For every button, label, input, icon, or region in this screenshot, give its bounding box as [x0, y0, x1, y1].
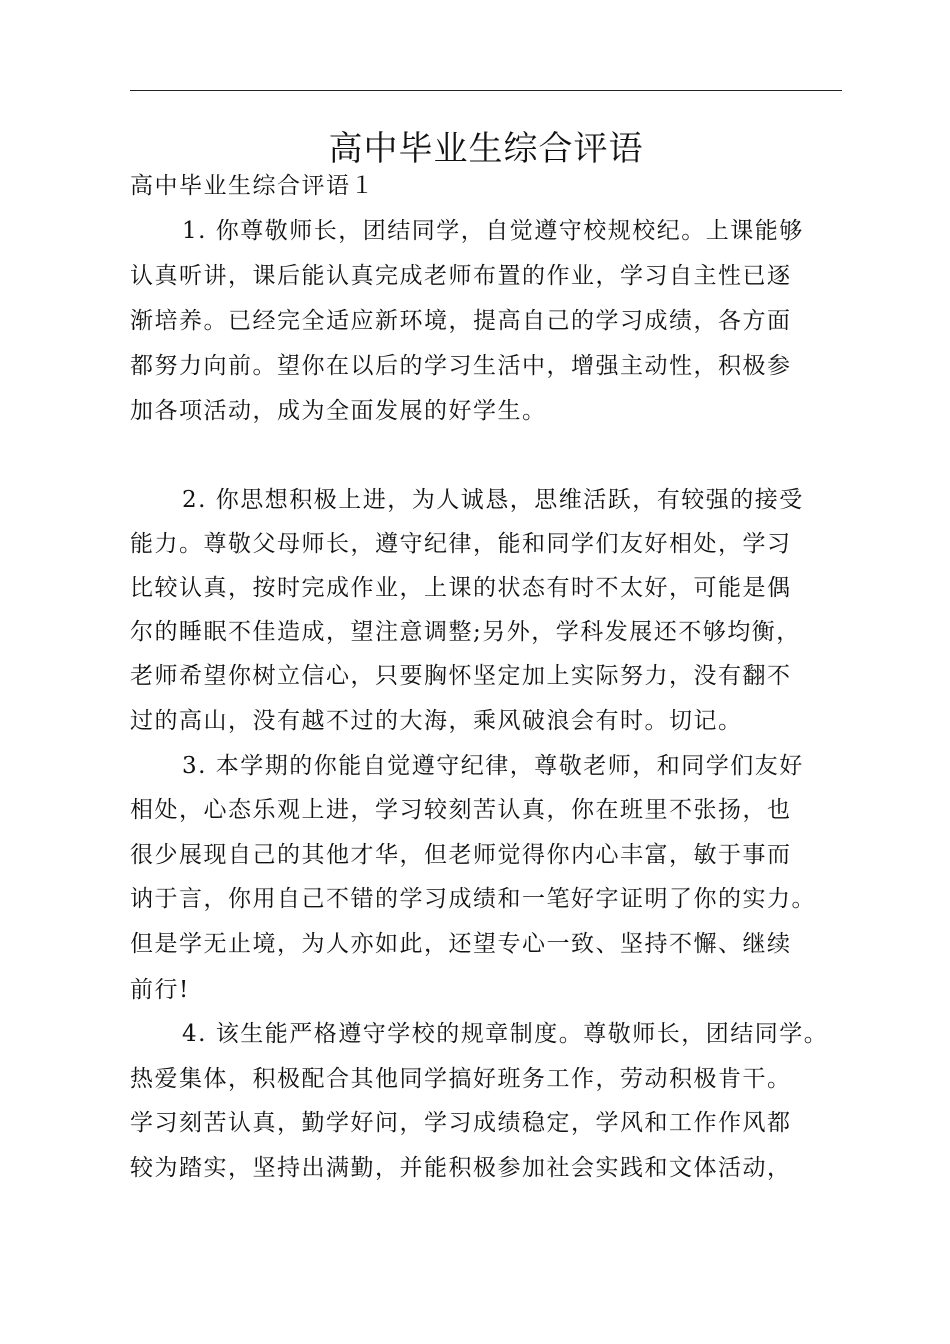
- paragraph-line: 3. 本学期的你能自觉遵守纪律，尊敬老师，和同学们友好: [182, 753, 804, 779]
- paragraph-line: 热爱集体，积极配合其他同学搞好班务工作，劳动积极肯干。: [130, 1066, 792, 1092]
- paragraph-line: 尔的睡眠不佳造成，望注意调整;另外，学科发展还不够均衡，: [130, 619, 801, 645]
- document-subtitle: 高中毕业生综合评语１: [130, 173, 375, 199]
- paragraph-line: 讷于言，你用自己不错的学习成绩和一笔好字证明了你的实力。: [130, 886, 816, 912]
- paragraph-line: 很少展现自己的其他才华，但老师觉得你内心丰富，敏于事而: [130, 842, 792, 868]
- header-rule: [130, 90, 842, 91]
- paragraph-line: 较为踏实，坚持出满勤，并能积极参加社会实践和文体活动，: [130, 1155, 792, 1181]
- paragraph-line: 老师希望你树立信心，只要胸怀坚定加上实际努力，没有翻不: [130, 663, 792, 689]
- paragraph-line: 学习刻苦认真，勤学好问，学习成绩稳定，学风和工作作风都: [130, 1110, 792, 1136]
- document-title: 高中毕业生综合评语: [328, 128, 644, 169]
- paragraph-line: 能力。尊敬父母师长，遵守纪律，能和同学们友好相处，学习: [130, 531, 792, 557]
- paragraph-line: 渐培养。已经完全适应新环境，提高自己的学习成绩，各方面: [130, 308, 792, 334]
- paragraph-line: 过的高山，没有越不过的大海，乘风破浪会有时。切记。: [130, 708, 743, 734]
- paragraph-line: 2. 你思想积极上进，为人诚恳，思维活跃，有较强的接受: [182, 487, 804, 513]
- paragraph-line: 前行!: [130, 977, 190, 1003]
- paragraph-line: 相处，心态乐观上进，学习较刻苦认真，你在班里不张扬，也: [130, 797, 792, 823]
- paragraph-line: 认真听讲，课后能认真完成老师布置的作业，学习自主性已逐: [130, 263, 792, 289]
- paragraph-line: 都努力向前。望你在以后的学习生活中，增强主动性，积极参: [130, 353, 792, 379]
- paragraph-line: 加各项活动，成为全面发展的好学生。: [130, 398, 547, 424]
- paragraph-line: 1. 你尊敬师长，团结同学，自觉遵守校规校纪。上课能够: [182, 218, 804, 244]
- paragraph-line: 比较认真，按时完成作业，上课的状态有时不太好，可能是偶: [130, 575, 792, 601]
- paragraph-line: 4. 该生能严格遵守学校的规章制度。尊敬师长，团结同学。: [182, 1021, 829, 1047]
- paragraph-line: 但是学无止境，为人亦如此，还望专心一致、坚持不懈、继续: [130, 931, 792, 957]
